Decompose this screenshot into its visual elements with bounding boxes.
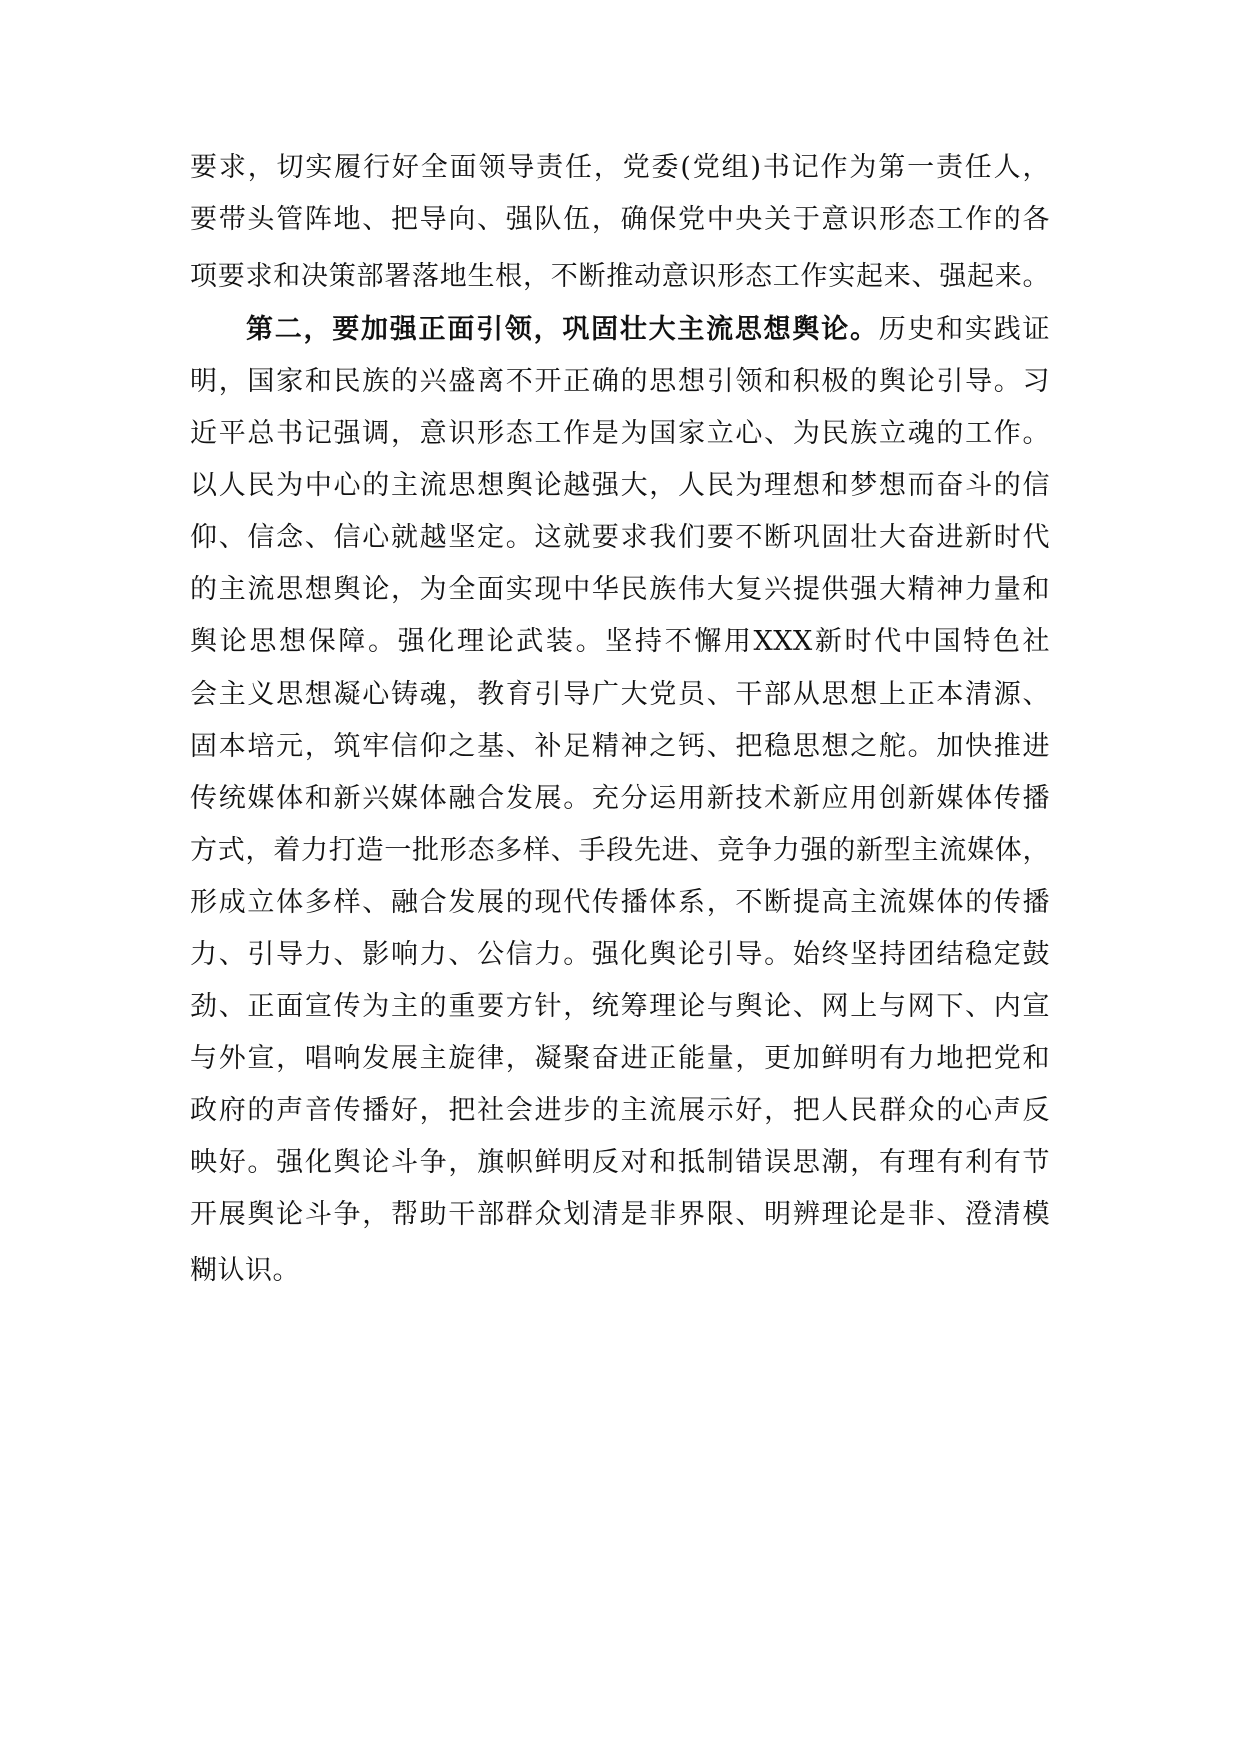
text-line: 要带头管阵地、把导向、强队伍，确保党中央关于意识形态工作的各	[190, 204, 1050, 235]
text-line: 固本培元，筑牢信仰之基、补足精神之钙、把稳思想之舵。加快推进	[190, 731, 1050, 762]
text-line: 明，国家和民族的兴盛离不开正确的思想引领和积极的舆论引导。习	[190, 366, 1050, 397]
text-line: 劲、正面宣传为主的重要方针，统筹理论与舆论、网上与网下、内宣	[190, 991, 1050, 1022]
text-line: 方式，着力打造一批形态多样、手段先进、竞争力强的新型主流媒体，	[190, 835, 1050, 866]
heading-continuation: 历史和实践证	[878, 314, 1050, 345]
text-line: 映好。强化舆论斗争，旗帜鲜明反对和抵制错误思潮，有理有利有节	[190, 1147, 1050, 1178]
text-line: 与外宣，唱响发展主旋律，凝聚奋进正能量，更加鲜明有力地把党和	[190, 1043, 1050, 1074]
section-heading: 第二，要加强正面引领，巩固壮大主流思想舆论。	[246, 314, 879, 345]
text-line: 近平总书记强调，意识形态工作是为国家立心、为民族立魂的工作。	[190, 418, 1050, 449]
text-line: 要求，切实履行好全面领导责任，党委(党组)书记作为第一责任人，	[190, 152, 1050, 183]
text-line: 力、引导力、影响力、公信力。强化舆论引导。始终坚持团结稳定鼓	[190, 939, 1050, 970]
text-line: 传统媒体和新兴媒体融合发展。充分运用新技术新应用创新媒体传播	[190, 783, 1050, 814]
text-line: 以人民为中心的主流思想舆论越强大，人民为理想和梦想而奋斗的信	[190, 470, 1050, 501]
text-line: 仰、信念、信心就越坚定。这就要求我们要不断巩固壮大奋进新时代	[190, 522, 1050, 553]
text-line: 糊认识。	[190, 1255, 300, 1286]
section-heading-line	[246, 310, 1050, 350]
text-line: 会主义思想凝心铸魂，教育引导广大党员、干部从思想上正本清源、	[190, 679, 1050, 710]
text-line: 开展舆论斗争，帮助干部群众划清是非界限、明辨理论是非、澄清模	[190, 1199, 1050, 1230]
text-line: 政府的声音传播好，把社会进步的主流展示好，把人民群众的心声反	[190, 1095, 1050, 1126]
text-line: 形成立体多样、融合发展的现代传播体系，不断提高主流媒体的传播	[190, 887, 1050, 918]
text-line: 的主流思想舆论，为全面实现中华民族伟大复兴提供强大精神力量和	[190, 574, 1050, 605]
text-line: 舆论思想保障。强化理论武装。坚持不懈用XXX新时代中国特色社	[190, 626, 1050, 657]
text-line: 项要求和决策部署落地生根，不断推动意识形态工作实起来、强起来。	[190, 261, 1050, 292]
